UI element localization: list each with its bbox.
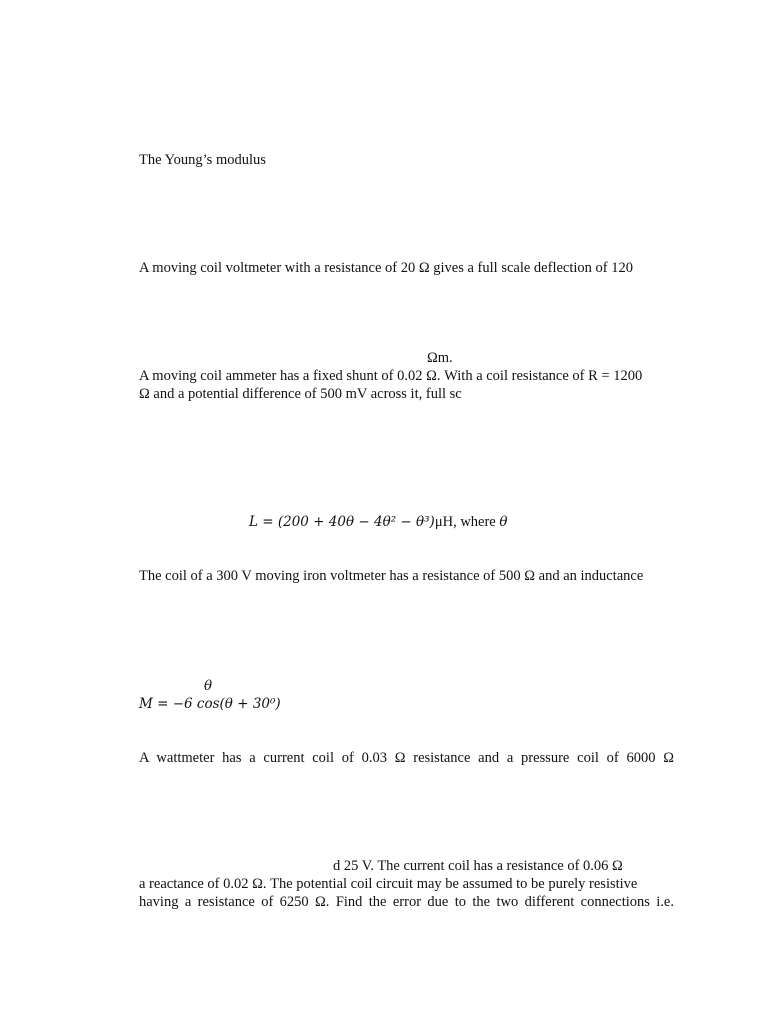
text-line-voltmeter: A moving coil voltmeter with a resistance of 20 Ω gives a full scale deflection of 120 (139, 260, 633, 276)
text-line-ohm-meter: Ωm. (427, 350, 453, 366)
equation-inductance (249, 513, 508, 531)
text-line-young-modulus: The Young’s modulus (139, 152, 266, 168)
inductance-formula: L = (200 + 40θ − 4θ² − θ³) (249, 514, 435, 530)
text-line-current-coil-1: d 25 V. The current coil has a resistance of 0.06 Ω (333, 858, 623, 874)
wattmeter-text: A wattmeter has a current coil of 0.03 Ω resistance and a pressure coil of 6000 Ω (139, 750, 674, 766)
equation-mutual-inductance: M = −6 cos(θ + 30⁰) (139, 696, 281, 712)
theta-symbol-alone: θ (204, 678, 213, 694)
text-line-wattmeter (139, 749, 674, 767)
theta-symbol: θ (499, 514, 508, 530)
text-line-current-coil-2: a reactance of 0.02 Ω. The potential coil circuit may be assumed to be purely resistive (139, 876, 638, 892)
current-coil-3-text: having a resistance of 6250 Ω. Find the error due to the two different connections i.e. (139, 894, 674, 910)
text-line-moving-iron: The coil of a 300 V moving iron voltmeter has a resistance of 500 Ω and an inductance (139, 568, 644, 584)
text-line-ammeter-2: Ω and a potential difference of 500 mV across it, full sc (139, 386, 462, 402)
text-line-current-coil-3 (139, 893, 674, 911)
inductance-unit: μH, where (434, 514, 496, 530)
text-line-ammeter-1: A moving coil ammeter has a fixed shunt of 0.02 Ω. With a coil resistance of R = 1200 (139, 368, 643, 384)
